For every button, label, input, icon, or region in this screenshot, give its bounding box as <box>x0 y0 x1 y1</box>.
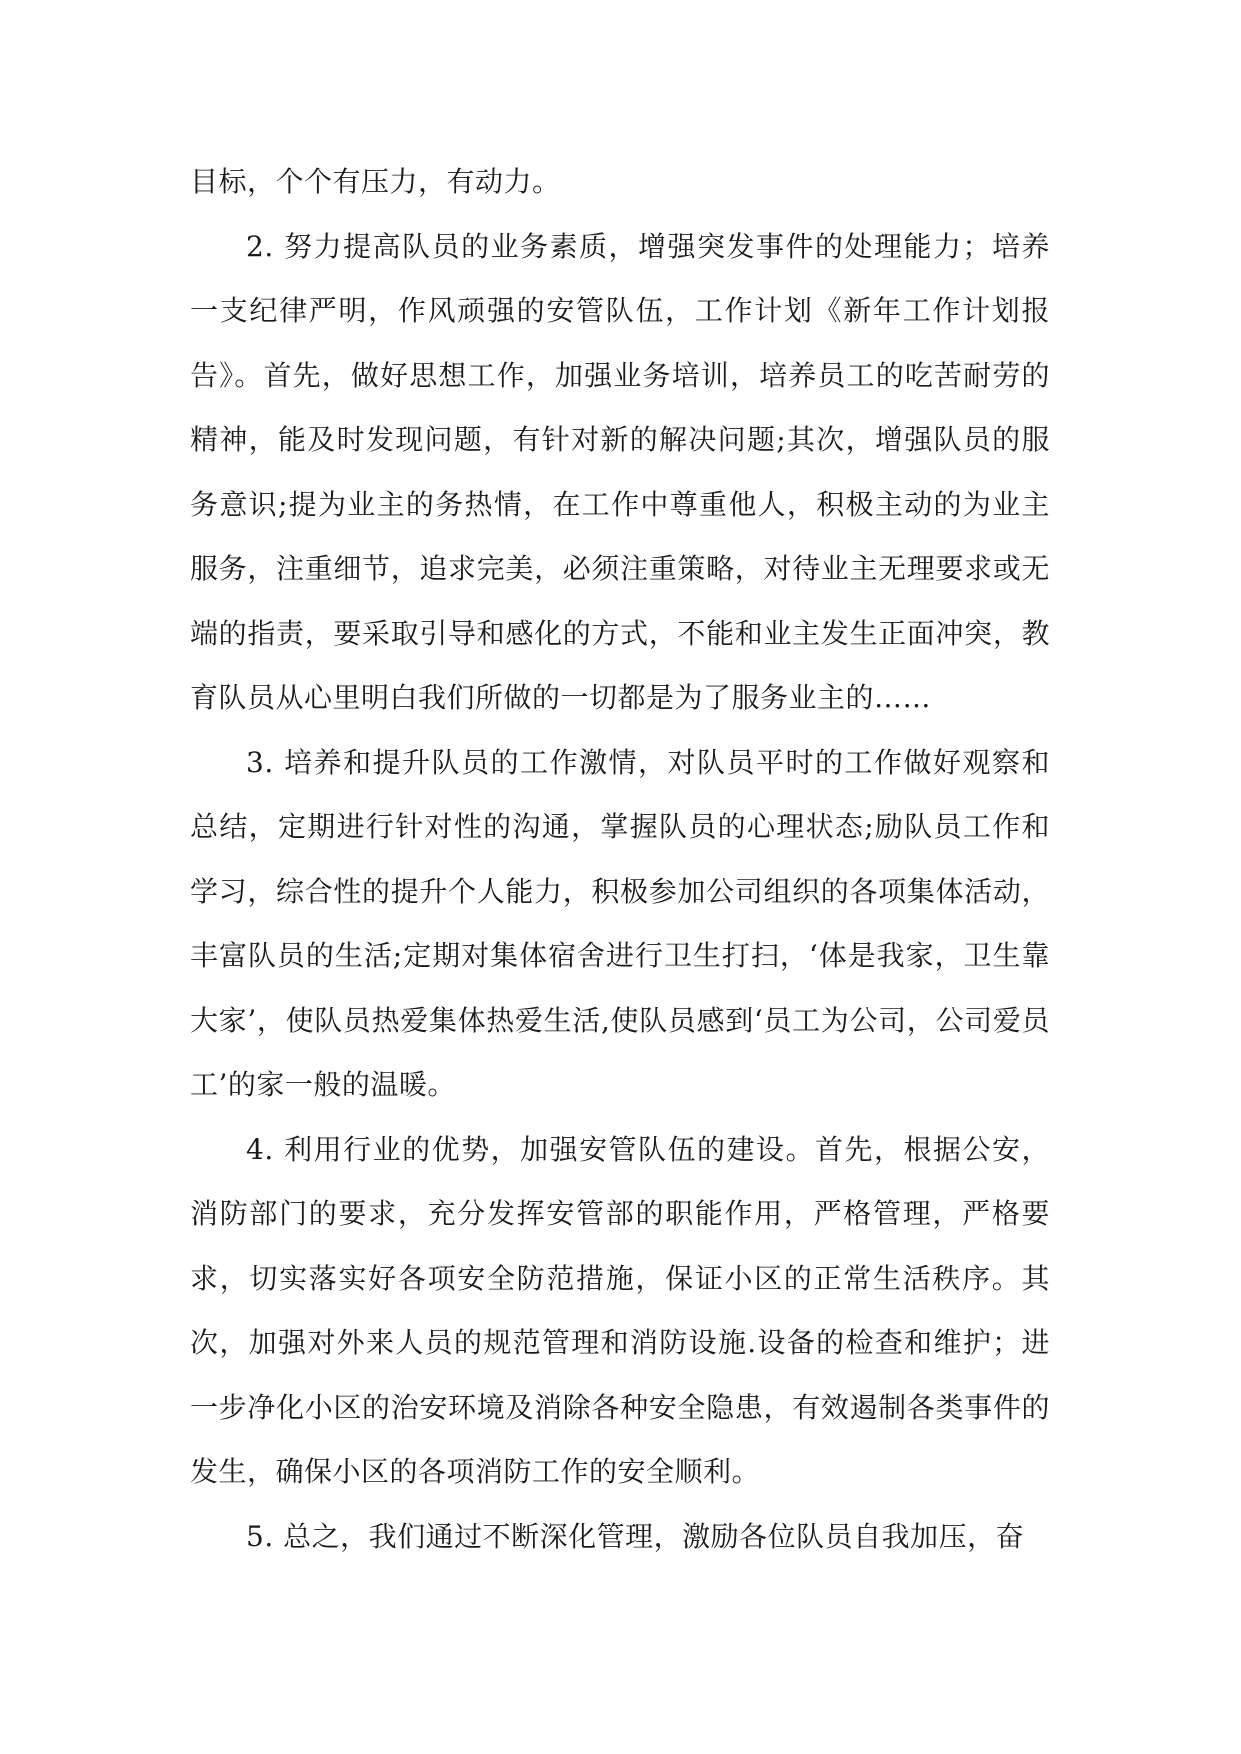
paragraph-item-3: 3. 培养和提升队员的工作激情，对队员平时的工作做好观察和总结，定期进行针对性的沟通，掌握队员的心理状态;励队员工作和学习，综合性的提升个人能力，积极参加公司组织的各项集体活动，丰富队员的生活;定期对集体宿舍进行卫生打扫，‘体是我家，卫生靠大家’，使队员热爱集体热爱生活,使队员感到‘员工为公司，公司爱员工’的家一般的温暖。 <box>190 745 1050 1101</box>
paragraph-item-5: 5. 总之，我们通过不断深化管理，激励各位队员自我加压，奋 <box>246 1519 1025 1553</box>
paragraph-continuation: 目标，个个有压力，有动力。 <box>190 165 561 198</box>
paragraph-item-4: 4. 利用行业的优势，加强安管队伍的建设。首先，根据公安，消防部门的要求，充分发挥安管部的职能作用，严格管理，严格要求，切实落实好各项安全防范措施，保证小区的正常生活秩序。其次，加强对外来人员的规范管理和消防设施.设备的检查和维护；进一步净化小区的治安环境及消除各种安全隐患，有效遏制各类事件的发生，确保小区的各项消防工作的安全顺利。 <box>190 1132 1050 1488</box>
paragraph-item-2: 2. 努力提高队员的业务素质，增强突发事件的处理能力；培养一支纪律严明，作风顽强的安管队伍，工作计划《新年工作计划报告》。首先，做好思想工作，加强业务培训，培养员工的吃苦耐劳的精神，能及时发现问题，有针对新的解决问题;其次，增强队员的服务意识;提为业主的务热情，在工作中尊重他人，积极主动的为业主服务，注重细节，追求完美，必须注重策略，对待业主无理要求或无端的指责，要采取引导和感化的方式，不能和业主发生正面冲突，教育队员从心里明白我们所做的一切都是为了服务业主的…… <box>190 229 1050 714</box>
document-body <box>190 150 1050 1569</box>
